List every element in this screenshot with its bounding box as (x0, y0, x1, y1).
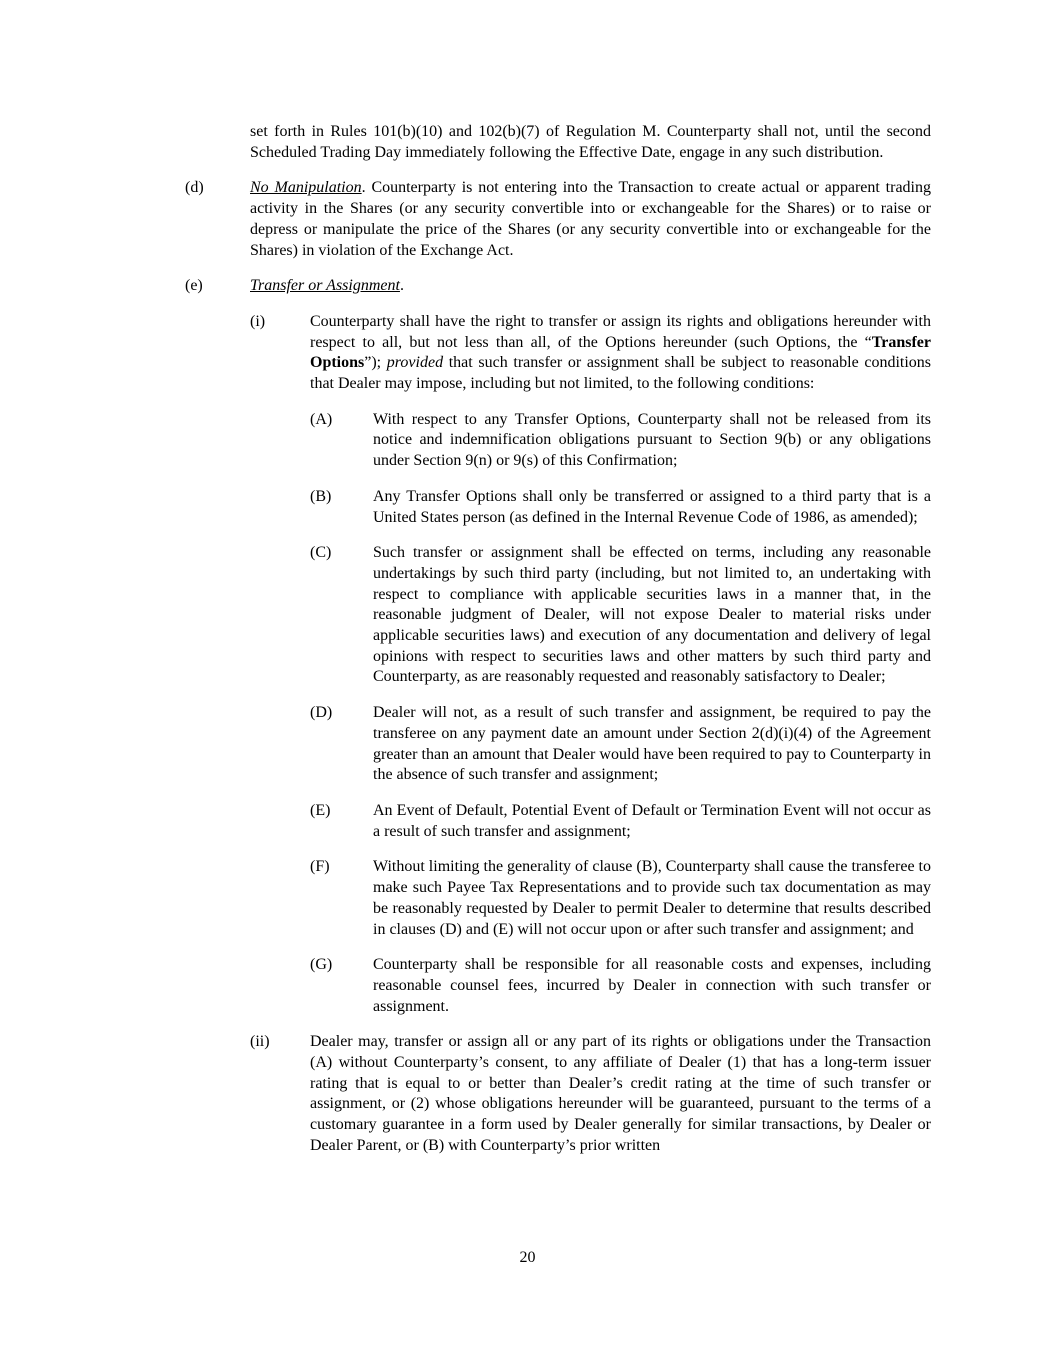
paragraph-label: (E) (310, 801, 331, 819)
paragraph-label: (ii) (250, 1033, 270, 1051)
text-run: Such transfer or assignment shall be effected on terms, including any reasonable undertakings by such third party (including, but not limited to, an undertaking with respect to compliance with applicable securities laws in a manner that, in the reasonable judgment of Dealer, will not expose Dealer to material risks under applicable securities laws) and execution of any documentation and delivery of legal opinions with respect to securities laws and other matters by such third party and Counterparty, as are reasonably requested and reasonably satisfactory to Dealer; (373, 544, 931, 686)
text-run: Dealer may, transfer or assign all or any part of its rights or obligations under the Transaction (A) without Counterparty’s consent, to any affiliate of Dealer (1) that has a long-term issuer rating that is equal to or better than Dealer’s credit rating at the time of such transfer or assignment, or (2) whose obligations hereunder will be guaranteed, pursuant to the terms of a customary guarantee in a form used by Dealer generally for similar transactions, by Dealer or Dealer Parent, or (B) with Counterparty’s prior written (310, 1033, 931, 1154)
paragraph (250, 312, 932, 395)
paragraph (250, 122, 931, 163)
text-run: that such transfer or assignment shall be subject to reasonable conditions that Dealer may impose, including but not limited, to the following conditions: (310, 354, 932, 393)
text-run: No Manipulation (250, 179, 362, 197)
paragraph-label: (C) (310, 544, 332, 562)
paragraph-label: (d) (185, 179, 204, 197)
text-run: Dealer will not, as a result of such transfer and assignment, be required to pay the transferee on any payment date an amount under Section 2(d)(i)(4) of the Agreement greater than an amount that Dealer would have been required to pay to Counterparty in the absence of such transfer and assignment; (373, 704, 931, 784)
text-run: Counterparty shall be responsible for all reasonable costs and expenses, including reasonable counsel fees, incurred by Dealer in connection with such transfer or assignment. (373, 956, 931, 1015)
paragraph (310, 487, 931, 528)
paragraph (310, 543, 931, 688)
paragraph (310, 955, 931, 1017)
text-run: Transfer Options (310, 333, 931, 372)
paragraph-label: (F) (310, 858, 330, 876)
text-run: provided (386, 354, 444, 372)
paragraph-label: (e) (185, 277, 203, 295)
document-body (0, 122, 1055, 1172)
text-run: Without limiting the generality of clause (B), Counterparty shall cause the transferee to make such Payee Tax Representations and to provide such tax documentation as may be reasonably requested by Dealer to permit Dealer to determine that results described in clauses (D) and (E) will not occur upon or after such transfer and assignment; and (373, 858, 931, 938)
paragraph-label: (D) (310, 704, 333, 722)
paragraph-label: (G) (310, 956, 333, 974)
text-run: With respect to any Transfer Options, Counterparty shall not be released from its notice and indemnification obligations pursuant to Section 9(b) or any obligations under Section 9(n) or 9(s) of this Confirmation; (373, 410, 931, 470)
paragraph-label: (i) (250, 312, 266, 330)
text-run: Any Transfer Options shall only be transferred or assigned to a third party that is a United States person (as defined in the Internal Revenue Code of 1986, as amended); (373, 487, 931, 526)
paragraph (185, 178, 931, 261)
paragraph-label: (A) (310, 410, 333, 428)
text-run: set forth in Rules 101(b)(10) and 102(b)(7) of Regulation M. Counterparty shall not, until the second Scheduled Trading Day immediately following the Effective Date, engage in any such distribution. (250, 123, 931, 161)
paragraph (310, 857, 931, 940)
paragraph (185, 276, 931, 297)
text-run: . Counterparty is not entering into the Transaction to create actual or apparent trading activity in the Shares (or any security convertible into or exchangeable for the Shares) or to raise or depress or manipulate the price of the Shares (or any security convertible into or exchangeable for the Shares) in violation of the Exchange Act. (250, 179, 931, 259)
text-run: An Event of Default, Potential Event of Default or Termination Event will not occur as a result of such transfer and assignment; (373, 801, 931, 840)
text-run: ”); (364, 354, 387, 372)
text-run: Transfer or Assignment (250, 277, 400, 295)
paragraph (250, 1032, 931, 1156)
paragraph-label: (B) (310, 487, 332, 505)
paragraph (310, 801, 931, 842)
paragraph (310, 410, 931, 472)
text-run: Counterparty shall have the right to transfer or assign its rights and obligations hereunder with respect to all, but not less than all, of the Options hereunder (such Options, the “ (310, 312, 931, 351)
page-number: 20 (519, 1249, 536, 1266)
text-run: . (399, 277, 404, 295)
paragraph (310, 703, 931, 786)
